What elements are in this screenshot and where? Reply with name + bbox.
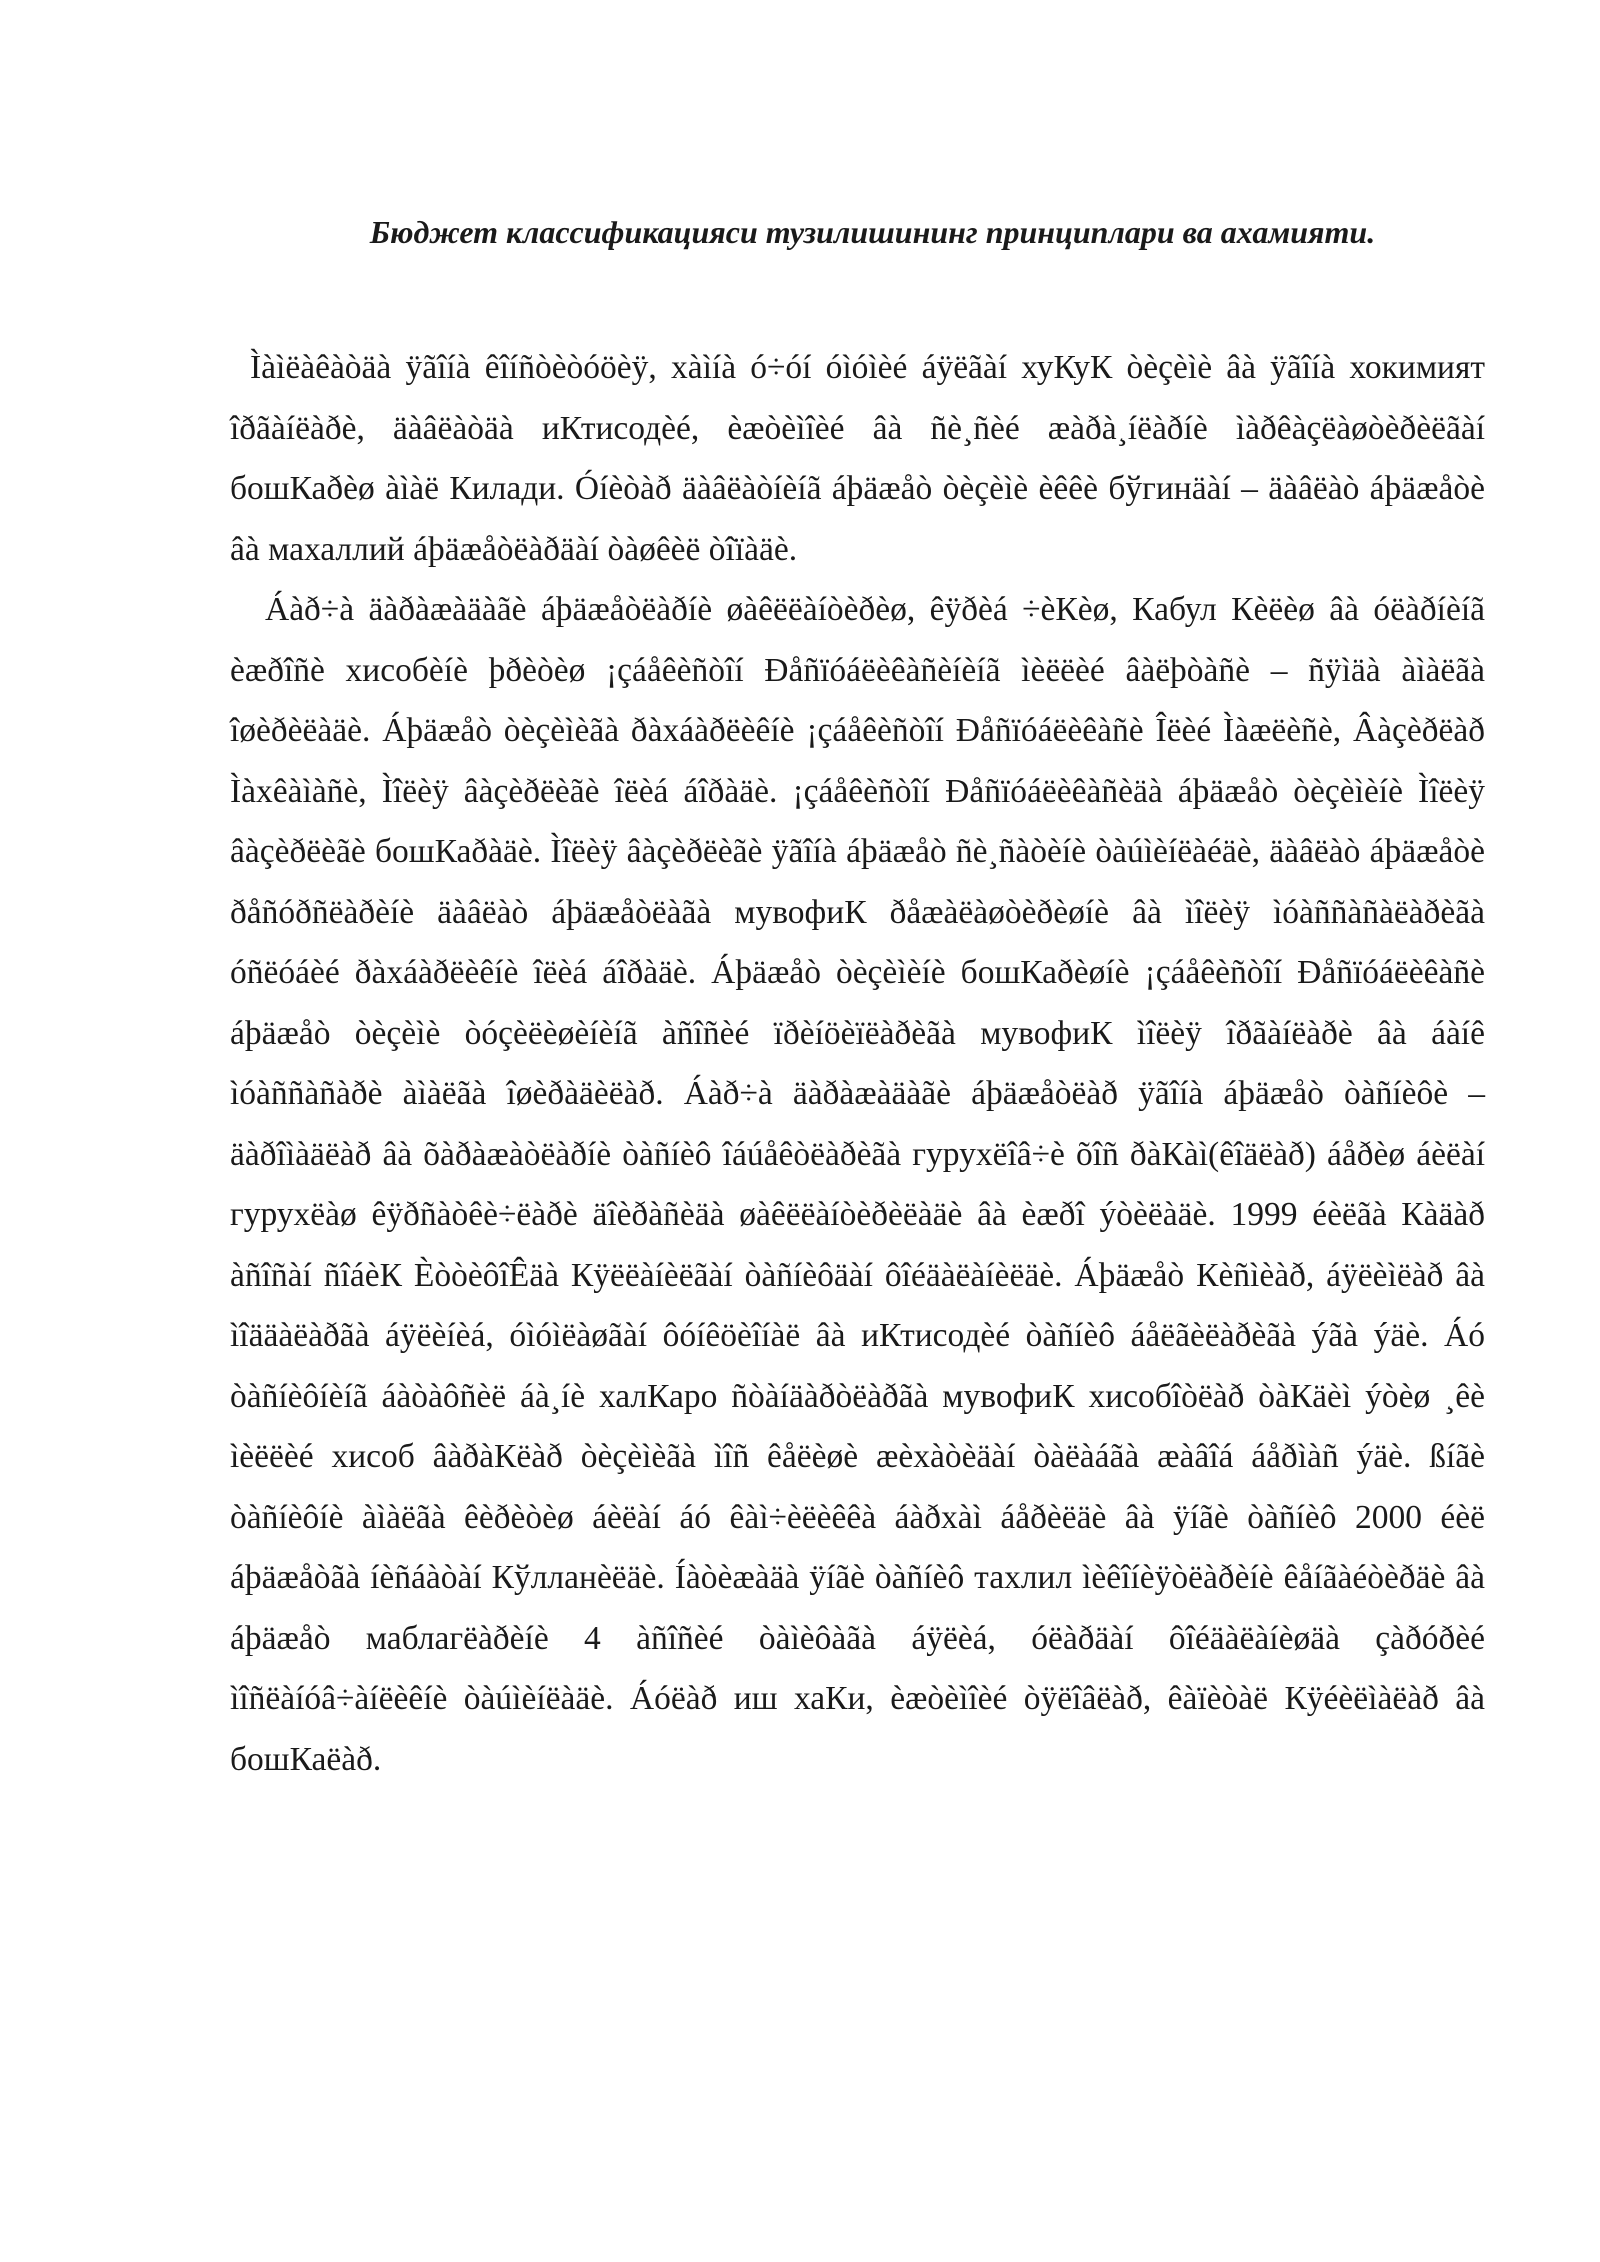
paragraph-1: Ìàìëàêàòäà ÿãîíà êîíñòèòóöèÿ, хàìíà ó÷óí óìóìèé áÿëãàí хуКуК òèçèìè âà ÿãîíà хокимият îðãàíëàðè, äàâëàòäà иКтисодèé, èæòèìîèé âà ñè¸ñèé æàðà¸íëàðíè ìàðêàçëàøòèðèëãàí бошКаðèø àìàë Килади. Óíèòàð äàâëàòíèíã áþäæåò òèçèìè èêêè бўгинäàí – äàâëàò áþäæåòè âà махаллий áþäæåòëàðäàí òàøêèë òîïàäè. (230, 349, 1485, 568)
paragraph-2: Áàð÷à äàðàæàäàãè áþäæåòëàðíè øàêëëàíòèðèø, êÿðèá ÷èКèø, Кабул Кèëèø âà óëàðíèíã èæðîñè хисобèíè þðèòèø ¡çáåêèñòîí Ðåñïóáëèêàñèíèíã ìèëëèé âàëþòàñè – ñÿìäà àìàëãà îøèðèëàäè. Áþäæåò òèçèìèãà ðàхáàðëèêíè ¡çáåêèñòîí Ðåñïóáëèêàñè Îëèé Ìàæëèñè, Âàçèðëàð Ìàхêàìàñè, Ìîëèÿ âàçèðëèãè îëèá áîðàäè. ¡çáåêèñòîí Ðåñïóáëèêàñèäà áþäæåò òèçèìèíè Ìîëèÿ âàçèðëèãè бошКаðàäè. Ìîëèÿ âàçèðëèãè ÿãîíà áþäæåò ñè¸ñàòèíè òàúìèíëàéäè, äàâëàò áþäæåòè ðåñóðñëàðèíè äàâëàò áþäæåòëàãà мувофиК ðåæàëàøòèðèøíè âà ìîëèÿ ìóàññàñàëàðèãà óñëóáèé ðàхáàðëèêíè îëèá áîðàäè. Áþäæåò òèçèìèíè бошКаðèøíè ¡çáåêèñòîí Ðåñïóáëèêàñè áþäæåò òèçèìè òóçèëèøèíèíã àñîñèé ïðèíöèïëàðèãà мувофиК ìîëèÿ îðãàíëàðè âà áàíê ìóàññàñàðè àìàëãà îøèðàäèëàð. Áàð÷à äàðàæàäàãè áþäæåòëàð ÿãîíà áþäæåò òàñíèôè – äàðîìàäëàð âà õàðàæàòëàðíè òàñíèô îáúåêòëàðèãà гурухëîâ÷è õîñ ðàКàì(êîäëàð) áåðèø áèëàí гурухëàø êÿðñàòêè÷ëàðè äîèðàñèäà øàêëëàíòèðèëàäè âà èæðî ýòèëàäè. 1999 éèëãà Кàäàð àñîñàí ñîáèК ÈòòèôîÊäà Кÿëëàíèëãàí òàñíèôäàí ôîéäàëàíèëäè. Áþäæåò Кèñìèàð, áÿëèìëàð âà ìîääàëàðãà áÿëèíèá, óìóìëàøãàí ôóíêöèîíàë âà иКтисодèé òàñíèô áåëãèëàðèãà ýãà ýäè. Áó òàñíèôíèíã áàòàôñèë áà¸íè халКаро ñòàíäàðòëàðãà мувофиК хисобîòëàð òàКäèì ýòèø ¸êè ìèëëèé хисоб âàðàКëàð òèçèìèãà ìîñ êåëèøè æèхàòèäàí òàëàáãà æàâîá áåðìàñ ýäè. ßíãè òàñíèôíè àìàëãà êèðèòèø áèëàí áó êàì÷èëèêêà áàðхàì áåðèëäè âà ÿíãè òàñíèô 2000 éèë áþäæåòãà íèñáàòàí Кўлланèëäè. Íàòèæàäà ÿíãè òàñíèô тахлил ìèêîíèÿòëàðèíè êåíãàéòèðäè âà áþäæåò маблагëàðèíè 4 àñîñèé òàìèôàãà áÿëèá, óëàðäàí ôîéäàëàíèøäà çàðóðèé ìîñëàíóâ÷àíëèêíè òàúìèíëàäè. Áóëàð иш хаКи, èæòèìîèé òÿëîâëàð, êàïèòàë Кÿéèëìàëàð âà бошКаëàð. (230, 591, 1485, 1778)
document-title: Бюджет классификацияси тузилишининг принциплари ва ахамияти. (369, 214, 1376, 250)
